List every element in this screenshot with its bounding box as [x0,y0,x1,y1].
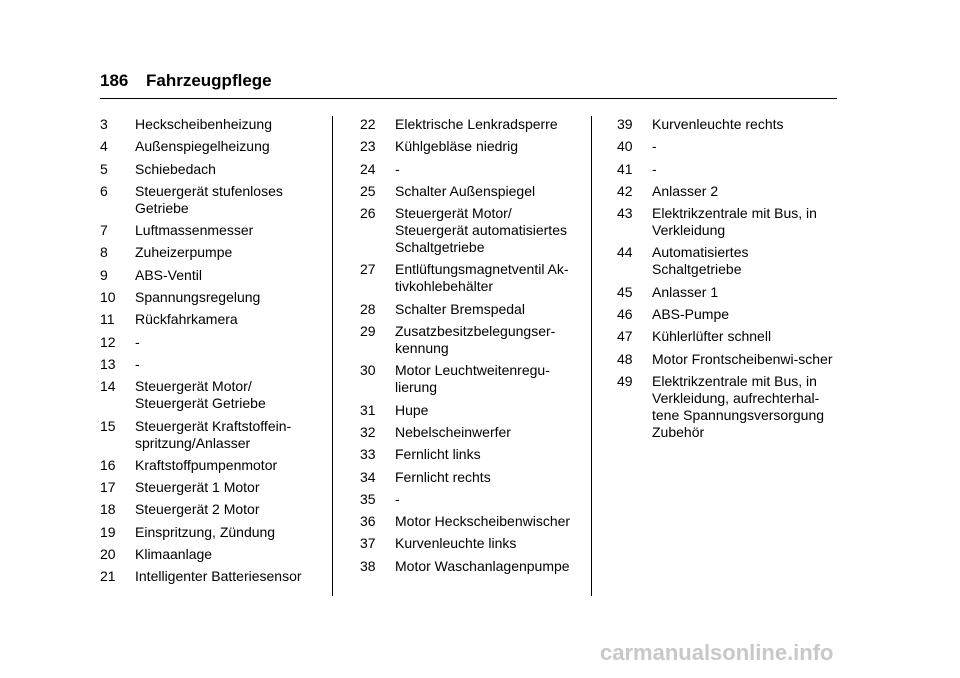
fuse-entry [617,284,839,301]
fuse-label: Einspritzung, Zündung [135,523,276,540]
fuse-label: Steuergerät Motor/ Steuergerät Getriebe [135,378,266,412]
fuse-number: 16 [100,456,116,473]
fuse-label: Motor Leuchtweitenregu-lierung [395,362,550,396]
fuse-number: 5 [100,160,108,177]
fuse-label: Motor Waschanlagenpumpe [395,557,570,574]
fuse-entry [100,524,320,541]
fuse-entry [360,161,585,178]
fuse-number: 32 [360,423,376,440]
fuse-label: - [395,490,400,507]
fuse-entry [100,289,320,306]
fuse-label: - [652,160,657,177]
fuse-label: Nebelscheinwerfer [395,423,511,440]
fuse-number: 19 [100,523,116,540]
watermark: carmanualsonline.info [600,640,834,665]
fuse-number: 12 [100,333,116,350]
fuse-label: - [135,333,140,350]
fuse-number: 7 [100,222,108,239]
fuse-label: Zusatzbesitzbelegungser-kennung [395,323,556,357]
fuse-entry [100,138,320,155]
page-number: 186 [100,71,129,90]
fuse-label: Automatisiertes Schaltgetriebe [652,244,749,278]
fuse-entry [360,301,585,318]
fuse-entry [100,356,320,373]
fuse-label: Fernlicht links [395,446,481,463]
fuse-number: 26 [360,205,376,222]
fuse-label: Anlasser 2 [652,182,719,199]
fuse-entry [360,205,585,256]
fuse-number: 11 [100,311,115,328]
fuse-number: 4 [100,138,108,155]
fuse-label: Zuheizerpumpe [135,244,233,261]
fuse-number: 49 [617,372,633,389]
fuse-number: 35 [360,490,376,507]
fuse-label: Anlasser 1 [652,283,719,300]
fuse-number: 37 [360,535,376,552]
fuse-label: Außenspiegelheizung [135,138,270,155]
fuse-entry [100,501,320,518]
fuse-entry [360,469,585,486]
fuse-label: Intelligenter Batteriesensor [135,568,302,585]
fuse-entry [617,161,839,178]
fuse-number: 14 [100,378,116,395]
fuse-label: Motor Heckscheibenwischer [395,513,571,530]
fuse-entry [100,244,320,261]
fuse-label: ABS-Pumpe [652,306,730,323]
fuse-number: 24 [360,160,376,177]
fuse-label: Steuergerät stufenloses Getriebe [135,182,283,216]
fuse-entry [100,267,320,284]
fuse-entry [360,323,585,357]
fuse-number: 36 [360,513,376,530]
fuse-number: 17 [100,479,116,496]
fuse-label: Steuergerät Kraftstoffein-spritzung/Anlasser [135,417,292,451]
fuse-label: Klimaanlage [135,546,213,563]
fuse-number: 27 [360,261,376,278]
fuse-entry [360,535,585,552]
fuse-number: 15 [100,417,116,434]
fuse-entry [617,373,839,441]
fuse-number: 9 [100,266,108,283]
fuse-entry [100,568,320,585]
fuse-entry [360,402,585,419]
fuse-label: Steuergerät Motor/ Steuergerät automatisiertes Schaltgetriebe [395,205,567,256]
fuse-label: Kühlgebläse niedrig [395,138,518,155]
fuse-entry [617,183,839,200]
fuse-entry [100,311,320,328]
fuse-entry [360,446,585,463]
fuse-entry [617,351,839,368]
fuse-number: 33 [360,446,376,463]
fuse-number: 44 [617,244,633,261]
fuse-label: Elektrische Lenkradsperre [395,116,558,132]
fuse-number: 8 [100,244,108,261]
fuse-label: Motor Frontscheibenwi-scher [652,350,833,367]
fuse-entry [100,546,320,563]
fuse-entry [360,261,585,295]
fuse-number: 18 [100,501,116,518]
fuse-label: Schalter Außenspiegel [395,182,536,199]
fuse-label: Kraftstoffpumpenmotor [135,456,278,473]
fuse-entry [100,116,320,133]
fuse-label: Spannungsregelung [135,289,261,306]
fuse-entry [617,116,839,133]
fuse-entry [360,362,585,396]
fuse-number: 29 [360,323,376,340]
fuse-number: 47 [617,328,633,345]
fuse-entry [360,183,585,200]
fuse-number: 30 [360,362,376,379]
page-title: Fahrzeugpflege [146,71,272,90]
fuse-number: 48 [617,350,633,367]
fuse-entry [360,558,585,575]
fuse-label: - [652,138,657,155]
fuse-number: 21 [100,568,116,585]
fuse-entry [100,457,320,474]
fuse-label: - [395,160,400,177]
fuse-label: Elektrikzentrale mit Bus, in Verkleidung, aufrechterhal-tene Spannungsversorgung Zubehör [652,372,825,440]
fuse-list-column-2 [360,116,585,580]
fuse-number: 25 [360,182,376,199]
fuse-label: Steuergerät 1 Motor [135,479,260,496]
fuse-entry [617,244,839,278]
fuse-number: 38 [360,557,376,574]
fuse-entry [100,222,320,239]
fuse-entry [100,183,320,217]
fuse-list-column-1 [100,116,320,591]
fuse-number: 46 [617,306,633,323]
fuse-number: 22 [360,116,376,132]
fuse-label: Schiebedach [135,160,216,177]
fuse-entry [100,334,320,351]
column-divider [332,116,333,596]
fuse-entry [360,424,585,441]
fuse-label: Kurvenleuchte rechts [652,116,784,132]
fuse-number: 6 [100,182,108,199]
fuse-label: Steuergerät 2 Motor [135,501,260,518]
fuse-entry [100,161,320,178]
fuse-entry [360,513,585,530]
fuse-entry [360,491,585,508]
fuse-entry [100,418,320,452]
fuse-number: 23 [360,138,376,155]
fuse-label: Kurvenleuchte links [395,535,517,552]
column-divider [591,116,592,596]
fuse-label: Luftmassenmesser [135,222,254,239]
fuse-number: 41 [617,160,633,177]
fuse-label: Elektrikzentrale mit Bus, in Verkleidung [652,205,817,239]
fuse-number: 31 [360,401,376,418]
fuse-label: Rückfahrkamera [135,311,238,328]
fuse-number: 13 [100,355,116,372]
header-rule [100,98,837,99]
fuse-entry [617,306,839,323]
fuse-label: Fernlicht rechts [395,468,491,485]
fuse-number: 34 [360,468,376,485]
fuse-number: 10 [100,289,116,306]
fuse-label: Kühlerlüfter schnell [652,328,772,345]
fuse-label: Schalter Bremspedal [395,300,525,317]
fuse-number: 43 [617,205,633,222]
fuse-entry [100,378,320,412]
fuse-number: 42 [617,182,633,199]
fuse-label: Entlüftungsmagnetventil Ak-tivkohlebehälter [395,261,569,295]
fuse-number: 3 [100,116,108,132]
fuse-label: Hupe [395,401,429,418]
fuse-label: Heckscheibenheizung [135,116,272,132]
fuse-label: - [135,355,140,372]
fuse-label: ABS-Ventil [135,266,202,283]
fuse-number: 40 [617,138,633,155]
fuse-list-column-3 [617,116,839,446]
fuse-entry [360,138,585,155]
fuse-entry [617,138,839,155]
fuse-number: 39 [617,116,633,132]
fuse-entry [617,205,839,239]
fuse-entry [360,116,585,133]
fuse-number: 20 [100,546,116,563]
fuse-number: 45 [617,283,633,300]
fuse-entry [100,479,320,496]
fuse-entry [617,328,839,345]
fuse-number: 28 [360,300,376,317]
